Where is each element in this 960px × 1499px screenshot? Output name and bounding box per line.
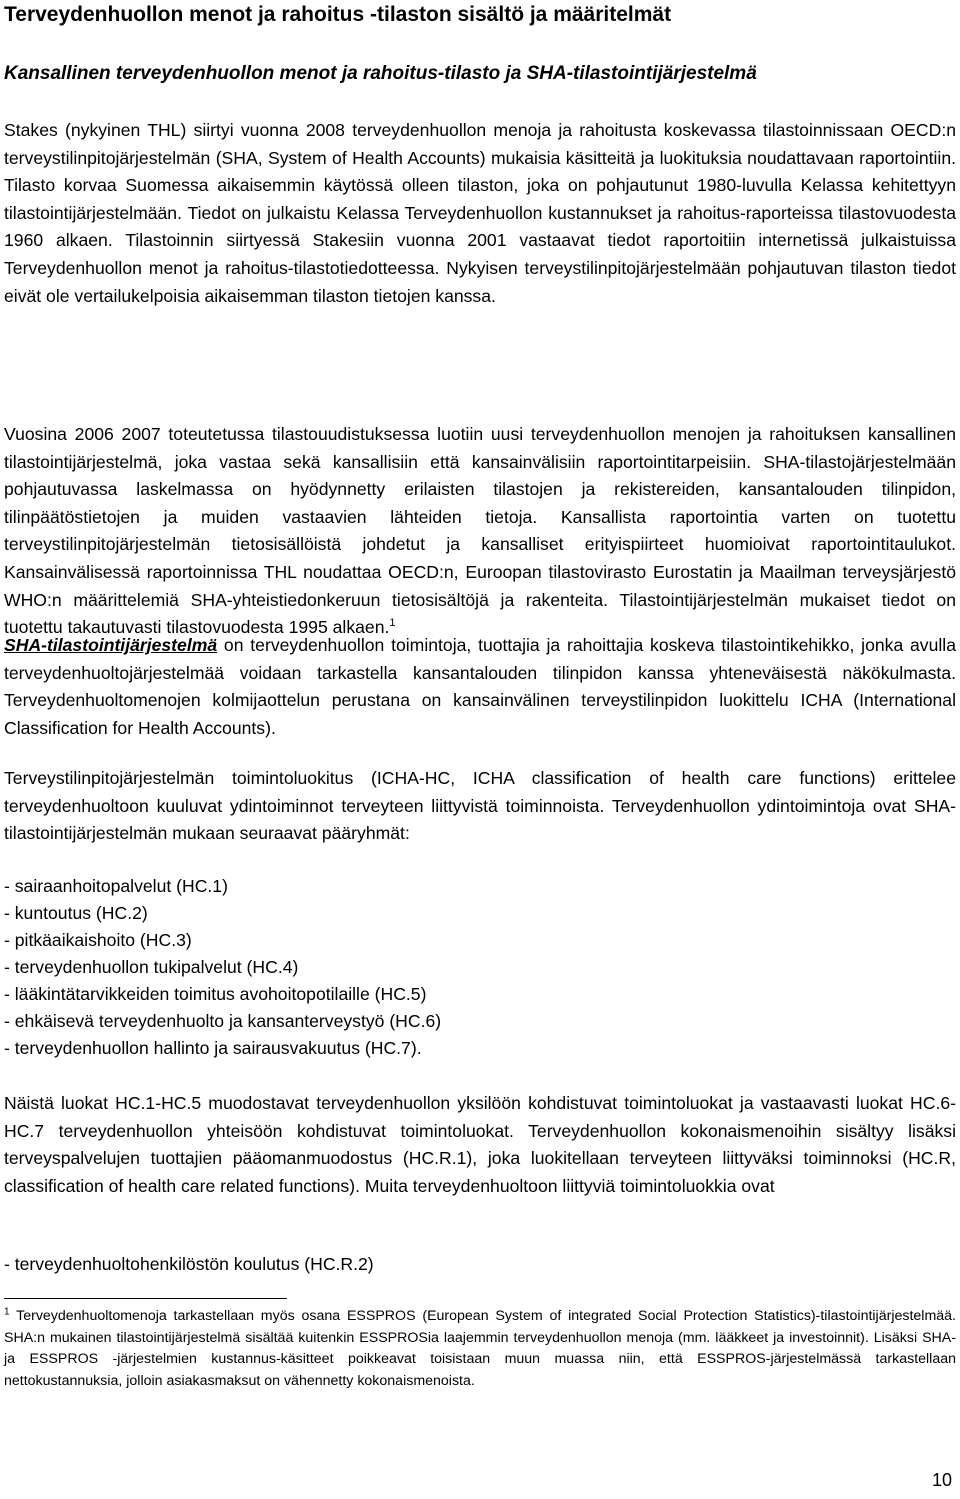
reform-paragraph [4, 421, 956, 642]
intro-paragraph: Stakes (nykyinen THL) siirtyi vuonna 2008 terveydenhuollon menoja ja rahoitusta koskevassa tilastoinnissaan OECD:n terveystilinpitojärjestelmän (SHA, System of Health Accounts) mukaisia käsitteitä ja luokituksia noudattavaan raportointiin. Tilasto korvaa Suomessa aikaisemmin käytössä olleen tilaston, joka on pohjautunut 1980-luvulla Kelassa kehitettyyn tilastointijärjestelmään. Tiedot on julkaistu Kelassa Terveydenhuollon kustannukset ja rahoitus-raporteissa tilastovuodesta 1960 alkaen. Tilastoinnin siirtyessä Stakesiin vuonna 2001 vastaavat tiedot raportoitiin internetissä julkaistuissa Terveydenhuollon menot ja rahoitus-tilastotiedotteessa. Nykyisen terveystilinpitojärjestelmään pohjautuvan tilaston tiedot eivät ole vertailukelpoisia aikaisemman tilaston tietojen kanssa. [4, 120, 956, 306]
list-item: - terveydenhuollon hallinto ja sairausvakuutus (HC.7). [4, 1038, 422, 1058]
classification-paragraph: Terveystilinpitojärjestelmän toimintoluokitus (ICHA-HC, ICHA classification of health care functions) erittelee terveydenhuoltoon kuuluvat ydintoiminnot terveyteen liittyvistä toiminnoista. Terveydenhuollon ydintoimintoja ovat SHA-tilastointijärjestelmän mukaan seuraavat pääryhmät: [4, 768, 956, 844]
list-item: - terveydenhuollon tukipalvelut (HC.4) [4, 957, 299, 977]
core-functions-list [4, 873, 441, 1062]
page-title: Terveydenhuollon menot ja rahoitus -tilaston sisältö ja määritelmät [4, 3, 672, 26]
related-functions-list [4, 1251, 374, 1278]
page-number: 10 [931, 1470, 952, 1490]
section-heading: Kansallinen terveydenhuollon menot ja rahoitus-tilasto ja SHA-tilastointijärjestelmä [4, 63, 757, 84]
list-item: - lääkintätarvikkeiden toimitus avohoitopotilaille (HC.5) [4, 984, 427, 1004]
function-groups-paragraph: Näistä luokat HC.1-HC.5 muodostavat terveydenhuollon yksilöön kohdistuvat toimintoluokat ja vastaavasti luokat HC.6-HC.7 terveydenhuollon yhteisöön kohdistuvat toimintoluokat. Terveydenhuollon kokonaismenoihin sisältyy lisäksi terveyspalvelujen tuottajien pääomanmuodostus (HC.R.1), joka luokitellaan terveyteen liittyväksi toiminnoksi (HC.R, classification of health care related functions). Muita terveydenhuoltoon liittyviä toimintoluokkia ovat [4, 1093, 956, 1196]
footnote-divider [4, 1298, 287, 1299]
sha-term: SHA-tilastointijärjestelmä [4, 635, 218, 655]
footnote-text: Terveydenhuoltomenoja tarkastellaan myös osana ESSPROS (European System of integrated Social Protection Statistics)-tilastointijärjestelmää. SHA:n mukainen tilastointijärjestelmä sisältää kuitenkin ESSPROSia laajemmin terveydenhuollon menoja (mm. lääkkeet ja investoinnit). Lisäksi SHA- ja ESSPROS -järjestelmien kustannus-käsitteet poikkeavat toisistaan muun muassa niin, että ESSPROS-järjestelmässä tarkastellaan nettokustannuksia, jolloin asiakasmaksut on vähennetty kokonaismenoista. [4, 1308, 956, 1389]
list-item: - terveydenhuoltohenkilöstön koulutus (HC.R.2) [4, 1254, 374, 1274]
list-item: - kuntoutus (HC.2) [4, 903, 148, 923]
footnote [4, 1306, 956, 1392]
reform-paragraph-text: Vuosina 2006 2007 toteutetussa tilastouudistuksessa luotiin uusi terveydenhuollon menojen ja rahoituksen kansallinen tilastointijärjestelmä, joka vastaa sekä kansallisiin että kansainvälisiin raportointitarpeisiin. SHA-tilastojärjestelmään pohjautuvassa laskelmassa on hyödynnetty erilaisten tilastojen ja rekistereiden, kansantalouden tilinpidon, tilinpäätöstietojen ja muiden vastaavien lähteiden tietoja. Kansallista raportointia varten on tuotettu terveystilinpitojärjestelmän tietosisällöistä johdetut ja kansalliset erityispiirteet huomioivat raportointitaulukot. Kansainvälisessä raportoinnissa THL noudattaa OECD:n, Euroopan tilastovirasto Eurostatin ja Maailman terveysjärjestö WHO:n määrittelemiä SHA-yhteistiedonkeruun tietosisältöjä ja rakenteita. Tilastointijärjestelmän mukaiset tiedot on tuotettu takautuvasti tilastovuodesta 1995 alkaen. [4, 424, 956, 638]
sha-definition-paragraph [4, 632, 956, 742]
list-item: - sairaanhoitopalvelut (HC.1) [4, 876, 228, 896]
list-item: - ehkäisevä terveydenhuolto ja kansanterveystyö (HC.6) [4, 1011, 442, 1031]
list-item: - pitkäaikaishoito (HC.3) [4, 930, 192, 950]
footnote-number: 1 [4, 1306, 10, 1318]
sha-definition-text: on terveydenhuollon toimintoja, tuottajia ja rahoittajia koskeva tilastointikehikko, jonka avulla terveydenhuoltojärjestelmää voidaan tarkastella kansantalouden tilinpidon kanssa yhteneväisestä näkökulmasta. Terveydenhuoltomenojen kolmijaottelun perustana on kansainvälinen terveystilinpidon luokittelu ICHA (International Classification for Health Accounts). [4, 635, 956, 738]
footnote-reference[interactable]: 1 [389, 617, 396, 630]
